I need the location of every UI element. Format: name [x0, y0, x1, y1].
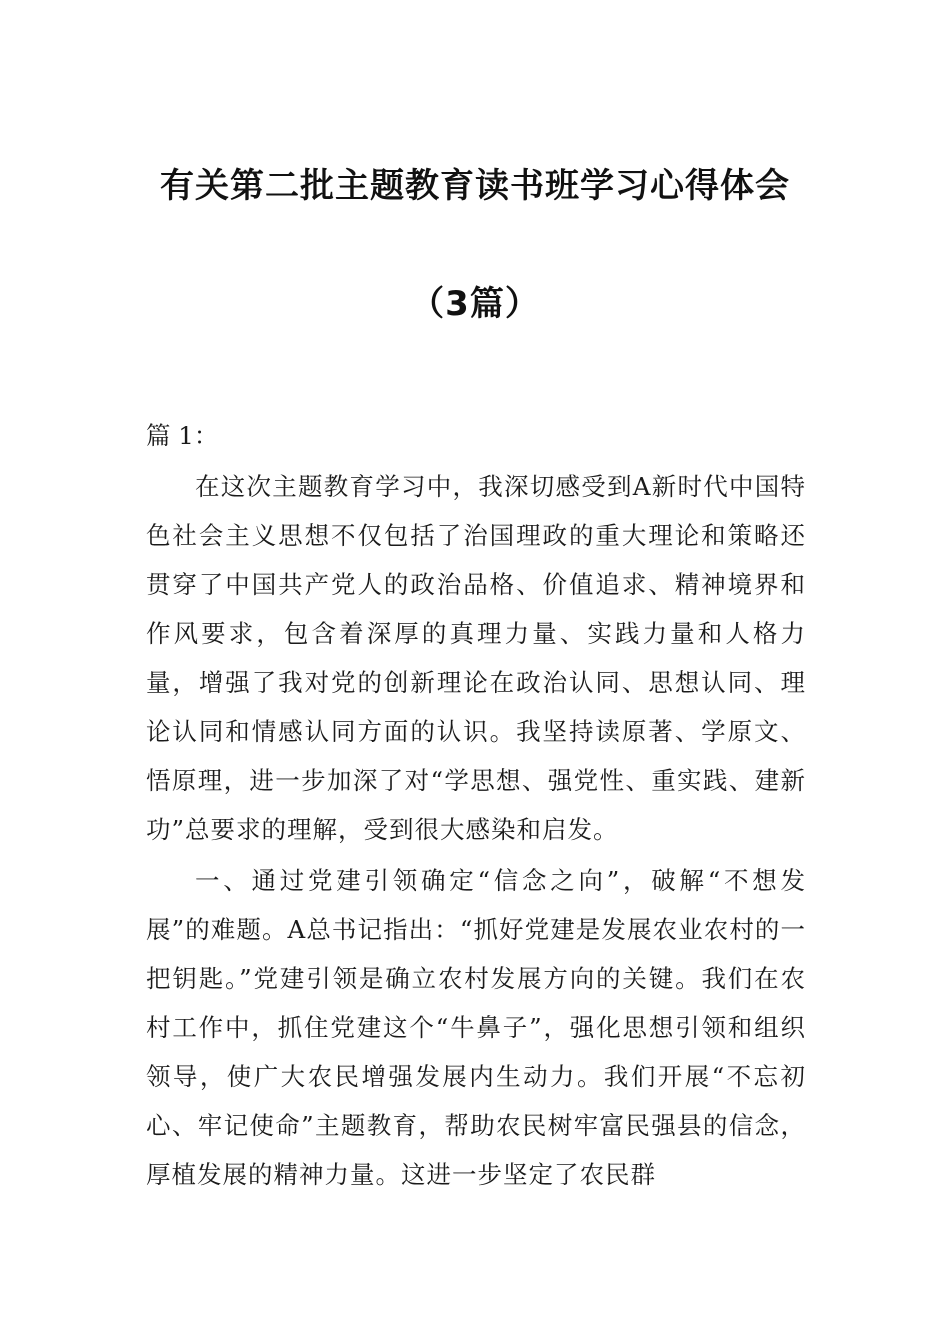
document-subtitle: （3篇）	[410, 284, 540, 324]
section-label: 篇 1：	[146, 421, 219, 450]
document-title: 有关第二批主题教育读书班学习心得体会	[160, 166, 790, 206]
paragraph-2: 一、通过党建引领确定“信念之向”，破解“不想发展”的难题。A总书记指出：“抓好党建是发展农业农村的一把钥匙。”党建引领是确立农村发展方向的关键。我们在农村工作中，抓住党建这个“牛鼻子”，强化思想引领和组织领导，使广大农民增强发展内生动力。我们开展“不忘初心、牢记使命”主题教育，帮助农民树牢富民强县的信念，厚植发展的精神力量。这进一步坚定了农民群	[146, 866, 806, 1189]
paragraph-1: 在这次主题教育学习中，我深切感受到A新时代中国特色社会主义思想不仅包括了治国理政的重大理论和策略还贯穿了中国共产党人的政治品格、价值追求、精神境界和作风要求，包含着深厚的真理力量、实践力量和人格力量，增强了我对党的创新理论在政治认同、思想认同、理论认同和情感认同方面的认识。我坚持读原著、学原文、悟原理，进一步加深了对“学思想、强党性、重实践、建新功”总要求的理解，受到很大感染和启发。	[146, 472, 806, 844]
